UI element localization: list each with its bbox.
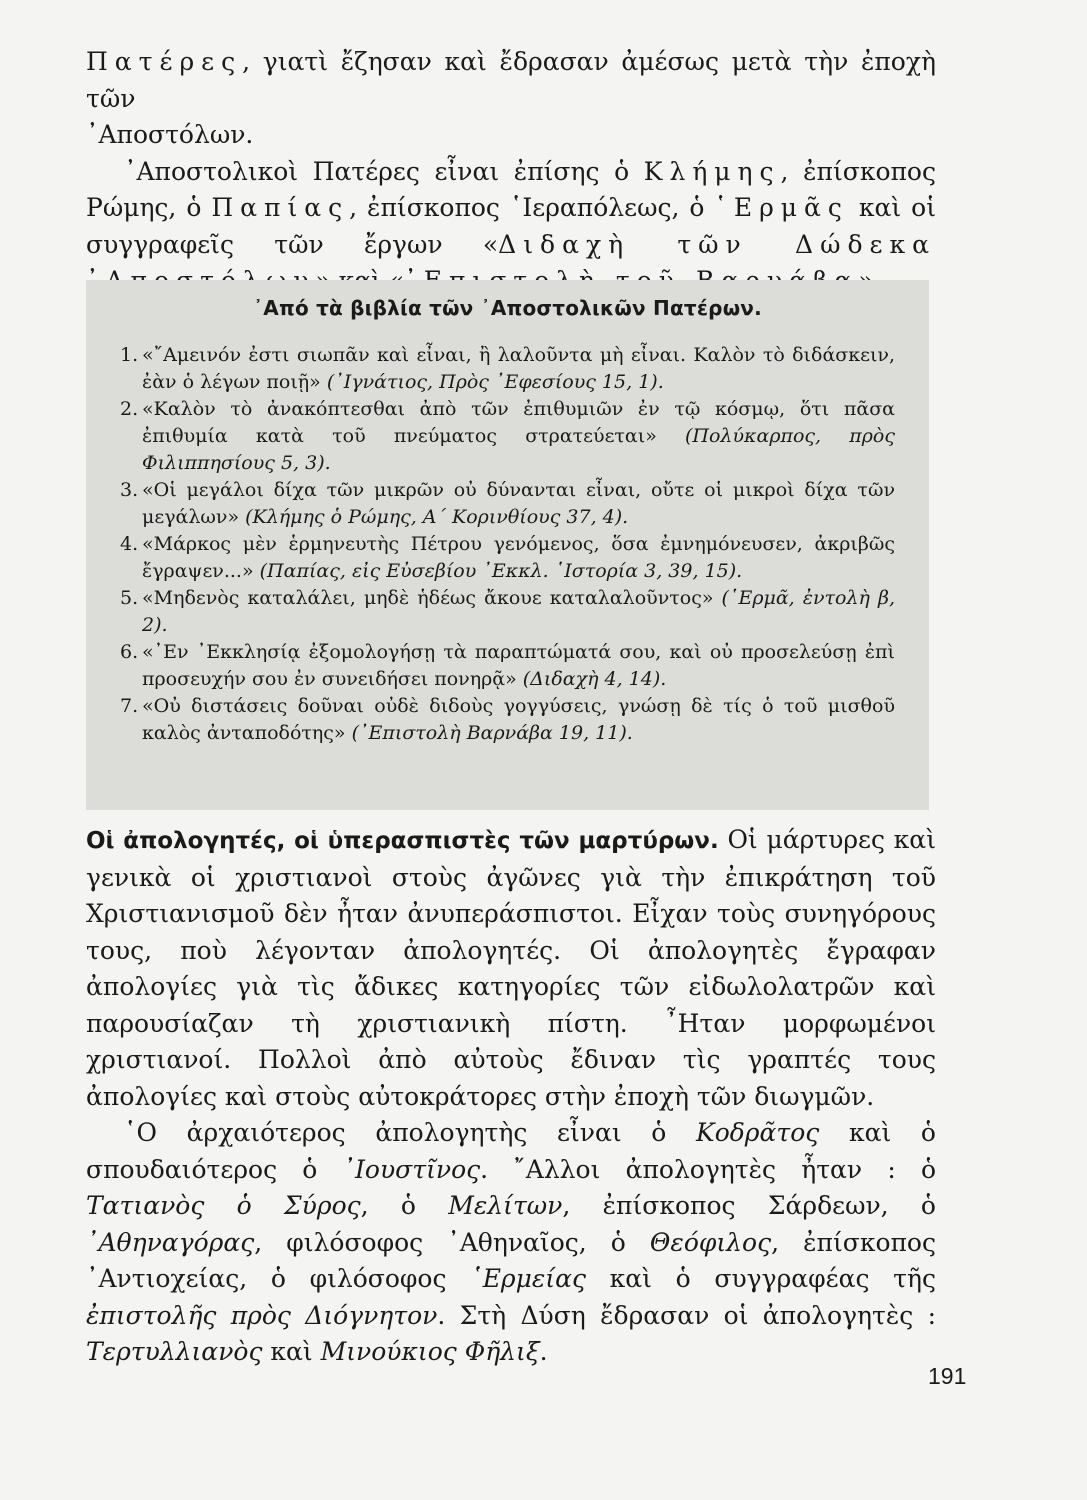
quote-number: 1.: [120, 344, 139, 366]
name-italic: Θεόφιλος: [649, 1227, 772, 1257]
text-run: .: [539, 1337, 548, 1366]
intro-text: [86, 44, 936, 300]
text-run: , γιατὶ ἔζησαν καὶ ἔδρασαν ἀμέσως μετὰ τὴν ἐποχὴ τῶν: [86, 47, 936, 113]
text-run: , ἐπίσκοπος ᾿Αντιοχείας, ὁ φιλόσοφος: [86, 1227, 936, 1293]
text-run: Οἱ μάρτυρες καὶ γενικὰ οἱ χριστιανοὶ στοὺς ἀγῶνες γιὰ τὴν ἐπικράτηση τοῦ Χριστιανισμοῦ δὲν ἦταν ἀνυπεράσπιστοι. Εἶχαν τοὺς συνηγόρους τους, ποὺ λέγονταν ἀπολογητές. Οἱ ἀπολογητὲς ἔγραφαν ἀπολογίες γιὰ τὶς ἄδικες κατηγορίες τῶν εἰδωλολατρῶν καὶ παρουσίαζαν τὴ χριστιανικὴ πίστη. ῏Ηταν μορφωμένοι χριστιανοί. Πολλοὶ ἀπὸ αὐτοὺς ἔδιναν τὶς γραπτές τους ἀπολογίες καὶ στοὺς αὐτοκράτορες στὴν ἐποχὴ τῶν διωγμῶν.: [86, 825, 936, 1111]
quote-item: [120, 477, 895, 531]
spaced-name: Παπίας: [211, 193, 350, 222]
text-run: , ἐπίσκοπος Ρώμης, ὁ: [86, 156, 936, 222]
quote-source: (᾿Ιγνάτιος, Πρὸς ᾿Εφεσίους 15, 1).: [326, 371, 664, 393]
quote-body: «Οὐ διστάσεις δοῦναι οὐδὲ διδοὺς γογγύσεις, γνώσῃ δὲ τίς ὁ τοῦ μισθοῦ καλὸς ἀνταποδότης»: [142, 695, 895, 744]
quote-text: [142, 477, 895, 531]
text-run: ᾿Αποστόλων.: [86, 120, 254, 149]
name-italic: Τερτυλλιανὸς: [86, 1337, 263, 1366]
quote-source: (Διδαχὴ 4, 14).: [522, 668, 667, 690]
quotes-list: [120, 342, 895, 747]
text-run: καὶ οἱ συγγραφεῖς τῶν ἔργων «: [86, 193, 937, 259]
quote-item: [120, 531, 895, 585]
text-run: . ῎Αλλοι ἀπολογητὲς ἦταν : ὁ: [480, 1154, 936, 1184]
text-run: , ἐπίσκοπος ῾Ιεραπόλεως, ὁ: [349, 193, 715, 222]
text-run: , ὁ: [360, 1191, 449, 1220]
quote-body: «᾿Εν ᾿Εκκλησίᾳ ἐξομολογήσῃ τὰ παραπτώματά σου, καὶ οὐ προσελεύσῃ ἐπὶ προσευχήν σου ἐν συνειδήσει πονηρᾷ»: [142, 641, 895, 690]
quote-text: [142, 342, 895, 396]
quote-item: [120, 396, 895, 477]
quotes-box-title: ᾿Από τὰ βιβλία τῶν ᾿Αποστολικῶν Πατέρων.: [253, 296, 762, 320]
name-italic: ᾿Αθηναγόρας: [86, 1227, 255, 1257]
text-run: καὶ ὁ συγγραφέας τῆς: [585, 1264, 936, 1293]
spaced-title: Διδαχὴ τῶν Δώδεκα: [498, 229, 936, 259]
quote-item: [120, 342, 895, 396]
title-italic: ἐπιστολῆς πρὸς Διόγνητον: [86, 1300, 438, 1330]
text-run: καὶ: [262, 1337, 321, 1366]
name-italic: Κοδρᾶτος: [696, 1118, 820, 1147]
spaced-name: Κλήμης: [643, 156, 781, 186]
text-run: . Στὴ Δύση ἔδρασαν οἱ ἀπολογητὲς :: [437, 1300, 936, 1330]
quote-item: [120, 639, 895, 693]
text-run: ᾿Αποστολικοὶ Πατέρες εἶναι ἐπίσης ὁ: [124, 156, 644, 186]
quote-body: «Μάρκος μὲν ἑρμηνευτὴς Πέτρου γενόμενος, ὅσα ἐμνημόνευσεν, ἀκριβῶς ἔγραψεν...»: [142, 533, 895, 582]
name-italic: Μινούκιος Φῆλιξ: [320, 1337, 540, 1366]
apologists-paragraph-2: [86, 1115, 936, 1371]
name-italic: Τατιανὸς ὁ Σύρος: [86, 1191, 361, 1220]
intro-paragraph-2: [86, 154, 936, 300]
text-run: καὶ ὁ σπουδαιότερος ὁ: [86, 1118, 936, 1184]
name-italic: ῾Ερμείας: [470, 1264, 586, 1293]
quote-source: (Κλήμης ὁ Ρώμης, Α΄ Κορινθίους 37, 4).: [245, 506, 629, 528]
spaced-word: Πατέρες: [86, 47, 243, 76]
text-run: , φιλόσοφος ᾿Αθηναῖος, ὁ: [254, 1227, 650, 1257]
name-italic: Μελίτων: [448, 1191, 563, 1220]
quote-number: 5.: [120, 587, 139, 609]
quote-item: [120, 693, 895, 747]
quote-body: «Οἱ μεγάλοι δίχα τῶν μικρῶν οὐ δύνανται εἶναι, οὔτε οἱ μικροὶ δίχα τῶν μεγάλων»: [142, 479, 895, 528]
apologists-section: [86, 822, 936, 1371]
quote-number: 4.: [120, 533, 139, 555]
quote-text: [142, 585, 895, 639]
name-italic: ᾿Ιουστῖνος: [342, 1154, 481, 1184]
section-heading: Οἱ ἀπολογητές, οἱ ὑπερασπιστὲς τῶν μαρτύρων.: [86, 828, 719, 854]
quote-body: «῎Αμεινόν ἐστι σιωπᾶν καὶ εἶναι, ἢ λαλοῦντα μὴ εἶναι. Καλὸν τὸ διδάσκειν, ἐὰν ὁ λέγων ποιῇ»: [142, 344, 895, 393]
quote-source: (᾿Επιστολὴ Βαρνάβα 19, 11).: [351, 722, 633, 744]
quote-text: [142, 396, 895, 477]
spaced-name: ῾Ερμᾶς: [714, 193, 849, 222]
quote-source: (῾Ερμᾶ, ἐντολὴ β, 2).: [142, 587, 895, 636]
quote-text: [142, 639, 895, 693]
text-run: , ἐπίσκοπος Σάρδεων, ὁ: [562, 1191, 936, 1220]
quote-text: [142, 531, 895, 585]
quote-item: [120, 585, 895, 639]
quote-body: «Μηδενὸς καταλάλει, μηδὲ ἡδέως ἄκουε καταλαλοῦντος»: [142, 587, 722, 609]
quote-number: 3.: [120, 479, 139, 501]
quote-number: 6.: [120, 641, 139, 663]
apologists-paragraph-1: [86, 822, 936, 1115]
quote-text: [142, 693, 895, 747]
quote-body: «Καλὸν τὸ ἀνακόπτεσθαι ἀπὸ τῶν ἐπιθυμιῶν ἐν τῷ κόσμῳ, ὅτι πᾶσα ἐπιθυμία κατὰ τοῦ πνεύματος στρατεύεται»: [142, 398, 895, 447]
quote-number: 2.: [120, 398, 139, 420]
intro-paragraph-1: [86, 44, 936, 154]
text-run: ῾Ο ἀρχαιότερος ἀπολογητὴς εἶναι ὁ: [124, 1118, 697, 1147]
quote-number: 7.: [120, 695, 139, 717]
quote-source: (Πολύκαρπος, πρὸς Φιλιππησίους 5, 3).: [142, 425, 896, 474]
page-number: 191: [928, 1363, 967, 1389]
quotes-box: [86, 280, 929, 810]
quote-source: (Παπίας, εἰς Εὐσεβίου ᾿Εκκλ. ῾Ιστορία 3, 39, 15).: [259, 560, 743, 582]
